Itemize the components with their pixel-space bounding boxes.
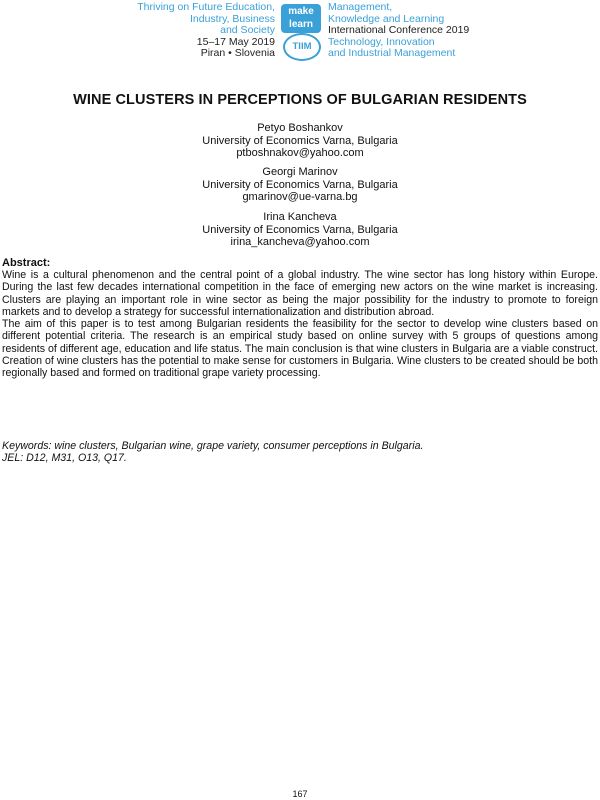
conference-date: 15–17 May 2019: [196, 35, 275, 48]
keywords-block: [2, 440, 598, 465]
conference-theme-line: Thriving on Future Education,: [137, 1, 275, 13]
author-email: ptboshnakov@yahoo.com: [236, 147, 364, 159]
author-affiliation: University of Economics Varna, Bulgaria: [202, 134, 398, 147]
conference-theme-line: and Society: [220, 24, 275, 36]
author-affiliation: University of Economics Varna, Bulgaria: [202, 178, 398, 191]
abstract-heading: Abstract:: [2, 257, 51, 269]
conference-location: Piran • Slovenia: [200, 47, 275, 59]
abstract-body: [2, 269, 598, 380]
author-email: irina_kancheva@yahoo.com: [230, 236, 370, 248]
conference-name: International Conference 2019: [328, 24, 470, 36]
conference-theme-line: Management,: [328, 1, 393, 13]
author-name: Georgi Marinov: [262, 166, 338, 178]
logo-text-make: make: [288, 6, 314, 17]
conference-theme-line: and Industrial Management: [328, 47, 456, 59]
abstract-paragraph: Wine is a cultural phenomenon and the central point of a global industry. The wine sector has long history within Europe. During the last few decades international competition in the face of emerging new actors on the wine market is increasing. Clusters are playing an important role in wine sector as being the major possibility for the industry to promote to foreign markets and to develop a strategy for successful internationalization and distribution abroad.: [2, 269, 598, 318]
jel-codes: JEL: D12, M31, O13, Q17.: [2, 452, 127, 465]
logo-text-learn: learn: [289, 19, 313, 30]
conference-header-right: [328, 2, 578, 60]
author-email: gmarinov@ue-varna.bg: [242, 191, 358, 203]
abstract-paragraph: The aim of this paper is to test among Bulgarian residents the feasibility for the sector to develop wine clusters based on different potential criteria. The research is an empirical study based on online survey with 5 groups of questions among residents of different age, education and life status. The main conclusion is that wine clusters in Bulgaria are a viable construct. Creation of wine clusters has the potential to make sense for customers in Bulgaria. Wine clusters to be created should be both regionally based and formed on traditional grape variety processing.: [2, 318, 598, 380]
author-block: [0, 211, 600, 249]
page-number: 167: [292, 789, 308, 799]
author-block: [0, 166, 600, 204]
conference-theme-line: Industry, Business: [189, 12, 275, 25]
logo-badge: [281, 4, 321, 33]
keywords: Keywords: wine clusters, Bulgarian wine, grape variety, consumer perceptions in Bulgaria.: [2, 440, 424, 452]
paper-title: WINE CLUSTERS IN PERCEPTIONS OF BULGARIAN RESIDENTS: [73, 92, 527, 108]
author-name: Petyo Boshankov: [257, 122, 343, 134]
conference-header-left: [110, 2, 275, 60]
author-block: [0, 122, 600, 160]
conference-theme-line: Technology, Innovation: [328, 35, 435, 48]
author-name: Irina Kancheva: [263, 211, 337, 223]
logo-tiim: TIIM: [283, 33, 321, 61]
conference-theme-line: Knowledge and Learning: [328, 12, 445, 25]
author-affiliation: University of Economics Varna, Bulgaria: [202, 223, 398, 236]
make-learn-logo: [277, 4, 325, 60]
